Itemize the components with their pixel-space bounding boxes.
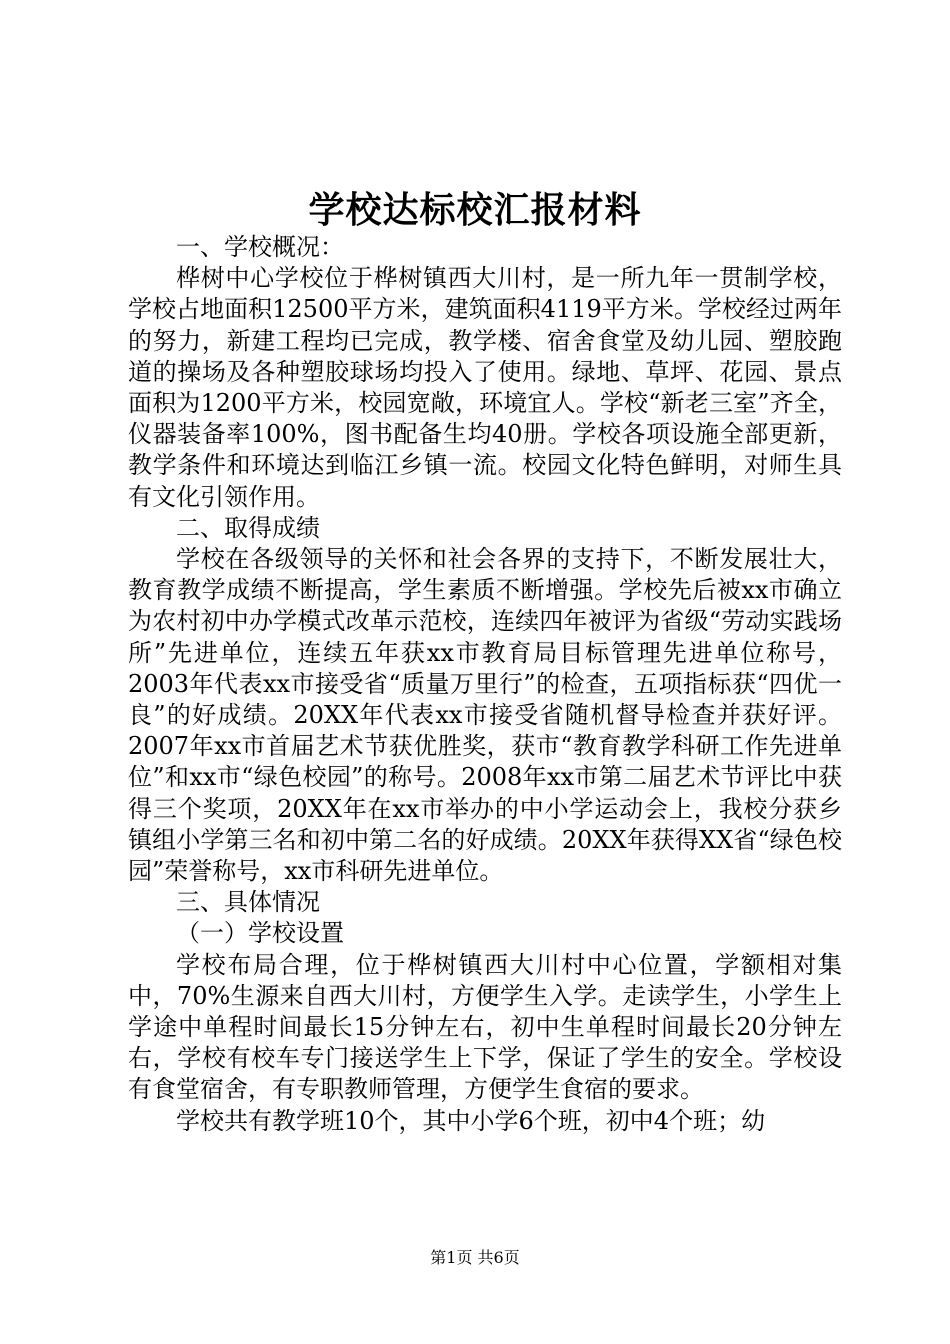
paragraph-classes: 学校共有教学班10个，其中小学6个班，初中4个班；幼 — [176, 1106, 766, 1135]
paragraph-overview: 桦树中心学校位于桦树镇西大川村，是一所九年一贯制学校，学校占地面积12500平方米，建筑面积4119平方米。学校经过两年的努力，新建工程均已完成，教学楼、宿舍食堂及幼儿园、塑胶跑道的操场及各种塑胶球场均投入了使用。绿地、草坪、花园、景点面积为1200平方米，校园宽敞，环境宜人。学校“新老三室”齐全，仪器装备率100%，图书配备生均40册。学校各项设施全部更新，教学条件和环境达到临江乡镇一流。校园文化特色鲜明，对师生具有文化引领作用。 — [128, 264, 842, 511]
page-footer: 第1页 共6页 — [430, 1248, 520, 1267]
section-heading-details: 三、具体情况 — [176, 888, 320, 917]
section-heading-achievements: 二、取得成绩 — [176, 513, 320, 542]
document-title: 学校达标校汇报材料 — [308, 189, 642, 231]
paragraph-achievements: 学校在各级领导的关怀和社会各界的支持下，不断发展壮大，教育教学成绩不断提高，学生素质不断增强。学校先后被xx市确立为农村初中办学模式改革示范校，连续四年被评为省级“劳动实践场所”先进单位，连续五年获xx市教育局目标管理先进单位称号，2003年代表xx市接受省“质量万里行”的检查，五项指标获“四优一良”的好成绩。20XX年代表xx市接受省随机督导检查并获好评。2007年xx市首届艺术节获优胜奖，获市“教育教学科研工作先进单位”和xx市“绿色校园”的称号。2008年xx市第二届艺术节评比中获得三个奖项，20XX年在xx市举办的中小学运动会上，我校分获乡镇组小学第三名和初中第二名的好成绩。20XX年获得XX省“绿色校园”荣誉称号，xx市科研先进单位。 — [128, 545, 842, 886]
document-body — [128, 232, 842, 1137]
paragraph-setup: 学校布局合理，位于桦树镇西大川村中心位置，学额相对集中，70%生源来自西大川村，方便学生入学。走读学生，小学生上学途中单程时间最长15分钟左右，初中生单程时间最长20分钟左右，学校有校车专门接送学生上下学，保证了学生的安全。学校设有食堂宿舍，有专职教师管理，方便学生食宿的要求。 — [128, 950, 842, 1104]
subsection-heading-setup: （一）学校设置 — [176, 919, 344, 948]
section-heading-overview: 一、学校概况： — [176, 233, 344, 261]
